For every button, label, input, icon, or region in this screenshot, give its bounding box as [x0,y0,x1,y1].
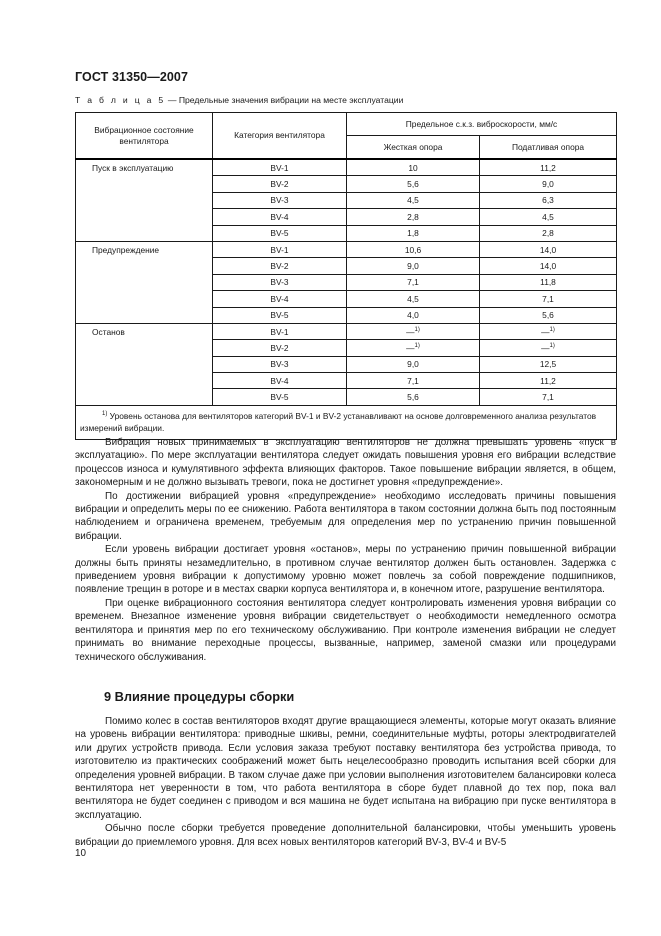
rigid-cell: 2,8 [347,209,480,225]
category-cell: BV-2 [213,340,347,356]
rigid-cell [347,340,480,356]
state-cell: Пуск в эксплуатацию [76,159,213,241]
flexible-cell: 6,3 [480,192,617,208]
flexible-cell: 4,5 [480,209,617,225]
table-footnote [76,405,617,439]
table-caption-label: Т а б л и ц а 5 [75,95,166,105]
standard-designation: ГОСТ 31350—2007 [75,70,189,84]
table-caption [75,95,403,105]
dash-value: — [541,342,550,353]
column-header-flexible: Податливая опора [480,136,617,160]
flexible-cell: 7,1 [480,291,617,307]
category-cell: BV-2 [213,176,347,192]
paragraph: Помимо колес в состав вентиляторов входят другие вращающиеся элементы, которые могут оказать влияние на уровень вибрации вентилятора: приводные шкивы, ремни, соединительные муфты, роторы электродвигателей или других устройств привода. Если условия заказа требуют поставку вентилятора без устройства привода, то изготовителю из практических соображений может быть нецелесообразно проводить испытания всей сборки для определения уровней вибрации. В таком случае даже при условии выполнения изготовителем балансировки колеса вентилятора нет уверенности в том, что работа вентилятора в сборе будет плавной до тех пор, пока вал вентилятора не будет соединен с приводом и вся машина не будет испытана на вибрацию при пуске вентилятора в эксплуатацию. [75,716,616,821]
category-cell: BV-3 [213,356,347,372]
rigid-cell: 10 [347,159,480,176]
footnote-ref: 1) [414,342,420,349]
paragraph: По достижении вибрацией уровня «предупреждение» необходимо исследовать причины повышения вибрации и определить меры по ее снижению. Работа вентилятора в таком состоянии должна быть под постоянным наблюдением и ограничена временем, требуемым для определения мер по устранению причин повышенной вибрации. [75,490,616,542]
category-cell: BV-4 [213,373,347,389]
paragraph: Обычно после сборки требуется проведение дополнительной балансировки, чтобы уменьшить уровень вибрации до приемлемого уровня. Для всех новых вентиляторов категорий BV-3, BV-4 и BV-5 [75,823,616,848]
rigid-cell: 5,6 [347,176,480,192]
flexible-cell: 2,8 [480,225,617,241]
footnote-text: Уровень останова для вентиляторов категорий BV-1 и BV-2 устанавливают на основе долговременного анализа результатов измерений вибрации. [80,410,597,433]
column-header-rigid: Жесткая опора [347,136,480,160]
flexible-cell [480,323,617,339]
table-footnote-row [76,405,617,439]
rigid-cell: 9,0 [347,258,480,274]
table-row [76,323,617,339]
category-cell: BV-5 [213,307,347,323]
dash-value: — [541,326,550,337]
column-header-limit-group: Предельное с.к.з. виброскорости, мм/с [347,113,617,136]
rigid-cell: 7,1 [347,373,480,389]
dash-value: — [406,326,415,337]
paragraph: Вибрация новых принимаемых в эксплуатацию вентиляторов не должна превышать уровень «пуск в эксплуатацию». По мере эксплуатации вентилятора следует ожидать повышения уровня его вибрации вследствие процессов износа и кумулятивного эффекта влияющих факторов. Такое повышение вибрации является, в общем, закономерным и не должно вызывать тревоги, пока не достигнет уровня «предупреждение». [75,437,616,489]
state-cell: Останов [76,323,213,405]
column-header-category: Категория вентилятора [213,113,347,160]
vibration-limits-table [75,112,617,440]
section-heading: 9 Влияние процедуры сборки [104,689,295,704]
category-cell: BV-4 [213,291,347,307]
rigid-cell: 1,8 [347,225,480,241]
category-cell: BV-1 [213,241,347,257]
flexible-cell: 14,0 [480,241,617,257]
category-cell: BV-3 [213,274,347,290]
column-header-state: Вибрационное состояние вентилятора [76,113,213,160]
table-row [76,241,617,257]
rigid-cell: 4,0 [347,307,480,323]
flexible-cell: 5,6 [480,307,617,323]
category-cell: BV-1 [213,323,347,339]
flexible-cell: 7,1 [480,389,617,405]
footnote-ref: 1) [549,342,555,349]
rigid-cell: 5,6 [347,389,480,405]
category-cell: BV-5 [213,225,347,241]
category-cell: BV-2 [213,258,347,274]
rigid-cell: 9,0 [347,356,480,372]
table-caption-text: — Предельные значения вибрации на месте эксплуатации [165,95,404,105]
footnote-ref: 1) [549,326,555,333]
flexible-cell [480,340,617,356]
category-cell: BV-3 [213,192,347,208]
flexible-cell: 11,2 [480,373,617,389]
footnote-mark: 1) [102,410,108,417]
rigid-cell: 7,1 [347,274,480,290]
flexible-cell: 9,0 [480,176,617,192]
footnote-ref: 1) [414,326,420,333]
flexible-cell: 12,5 [480,356,617,372]
rigid-cell: 10,6 [347,241,480,257]
category-cell: BV-4 [213,209,347,225]
rigid-cell: 4,5 [347,192,480,208]
body-text-block-1 [75,436,616,664]
rigid-cell [347,323,480,339]
paragraph: При оценке вибрационного состояния вентилятора следует контролировать изменения уровня вибрации со временем. Внезапное изменение уровня вибрации свидетельствует о необходимости немедленного осмотра вентилятора и принятия мер по его техническому обслуживанию. При контроле изменения вибрации не следует принимать во внимание переходные процессы, вызванные, например, заменой смазки или процедурами технического обслуживания. [75,597,616,663]
flexible-cell: 11,2 [480,159,617,176]
state-cell: Предупреждение [76,241,213,323]
category-cell: BV-1 [213,159,347,176]
body-text-block-2 [75,715,616,849]
rigid-cell: 4,5 [347,291,480,307]
page-number: 10 [75,848,86,859]
dash-value: — [406,342,415,353]
flexible-cell: 11,8 [480,274,617,290]
flexible-cell: 14,0 [480,258,617,274]
paragraph: Если уровень вибрации достигает уровня «останов», меры по устранению причин повышенной вибрации должны быть приняты незамедлительно, в противном случае вентилятор должен быть остановлен. Задержка с приведением уровня вибрации к допустимому уровню может повлечь за собой повреждение подшипников, появление трещин в роторе и в местах сварки корпуса вентилятора и, в конечном итоге, разрушение вентилятора. [75,544,616,596]
category-cell: BV-5 [213,389,347,405]
table-row [76,159,617,176]
